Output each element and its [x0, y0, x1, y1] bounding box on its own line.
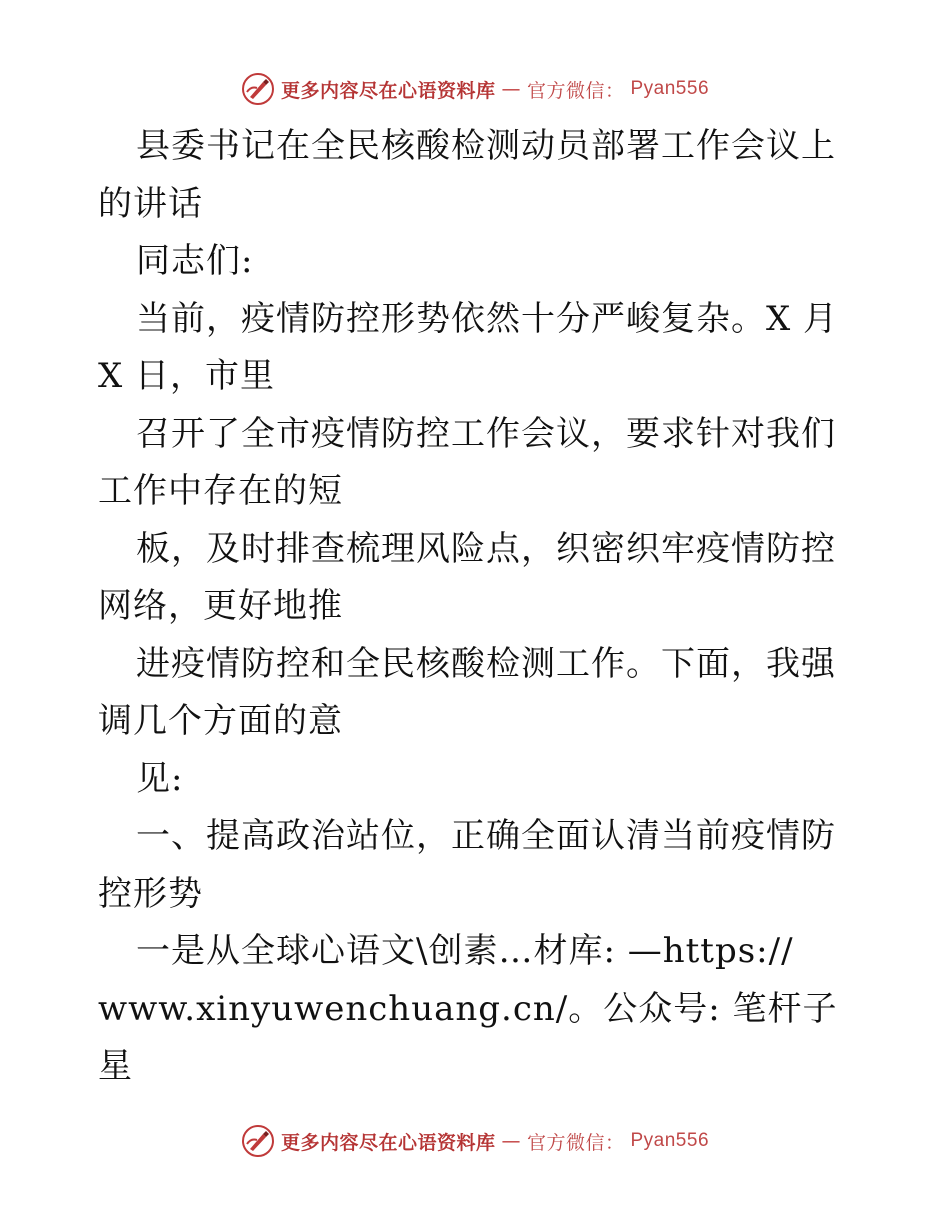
- watermark-header: [0, 72, 950, 106]
- pen-logo-icon: [241, 1124, 275, 1158]
- watermark-dash: —: [501, 78, 521, 100]
- section-heading: 一、提高政治站位，正确全面认清当前疫情防控形势: [98, 816, 836, 914]
- watermark-wechat-id: Pyan556: [630, 1130, 710, 1151]
- watermark-footer: [0, 1124, 950, 1158]
- paragraph: 进疫情防控和全民核酸检测工作。下面，我强调几个方面的意: [98, 643, 836, 741]
- doc-title: 县委书记在全民核酸检测动员部署工作会议上的讲话: [98, 126, 836, 224]
- pen-logo-icon: [241, 72, 275, 106]
- salutation: 同志们:: [136, 241, 254, 281]
- watermark-wechat-label: 官方微信：: [526, 79, 625, 102]
- document-body: [98, 118, 858, 1096]
- watermark-dash: —: [501, 1130, 521, 1152]
- paragraph: 板，及时排查梳理风险点，织密织牢疫情防控网络，更好地推: [98, 528, 836, 626]
- watermark-title: 更多内容尽在心语资料库: [280, 1131, 496, 1154]
- paragraph: 一是从全球心语文\创素…材库: —https://: [136, 931, 794, 971]
- watermark-wechat-id: Pyan556: [630, 78, 710, 99]
- paragraph: 召开了全市疫情防控工作会议，要求针对我们工作中存在的短: [98, 413, 836, 511]
- watermark-wechat-label: 官方微信：: [526, 1131, 625, 1154]
- watermark-title: 更多内容尽在心语资料库: [280, 79, 496, 102]
- paragraph: 当前，疫情防控形势依然十分严峻复杂。X 月 X 日，市里: [98, 298, 850, 396]
- paragraph: 见:: [136, 758, 184, 799]
- url-line: www.xinyuwenchuang.cn/。公众号: 笔杆子星: [98, 988, 838, 1086]
